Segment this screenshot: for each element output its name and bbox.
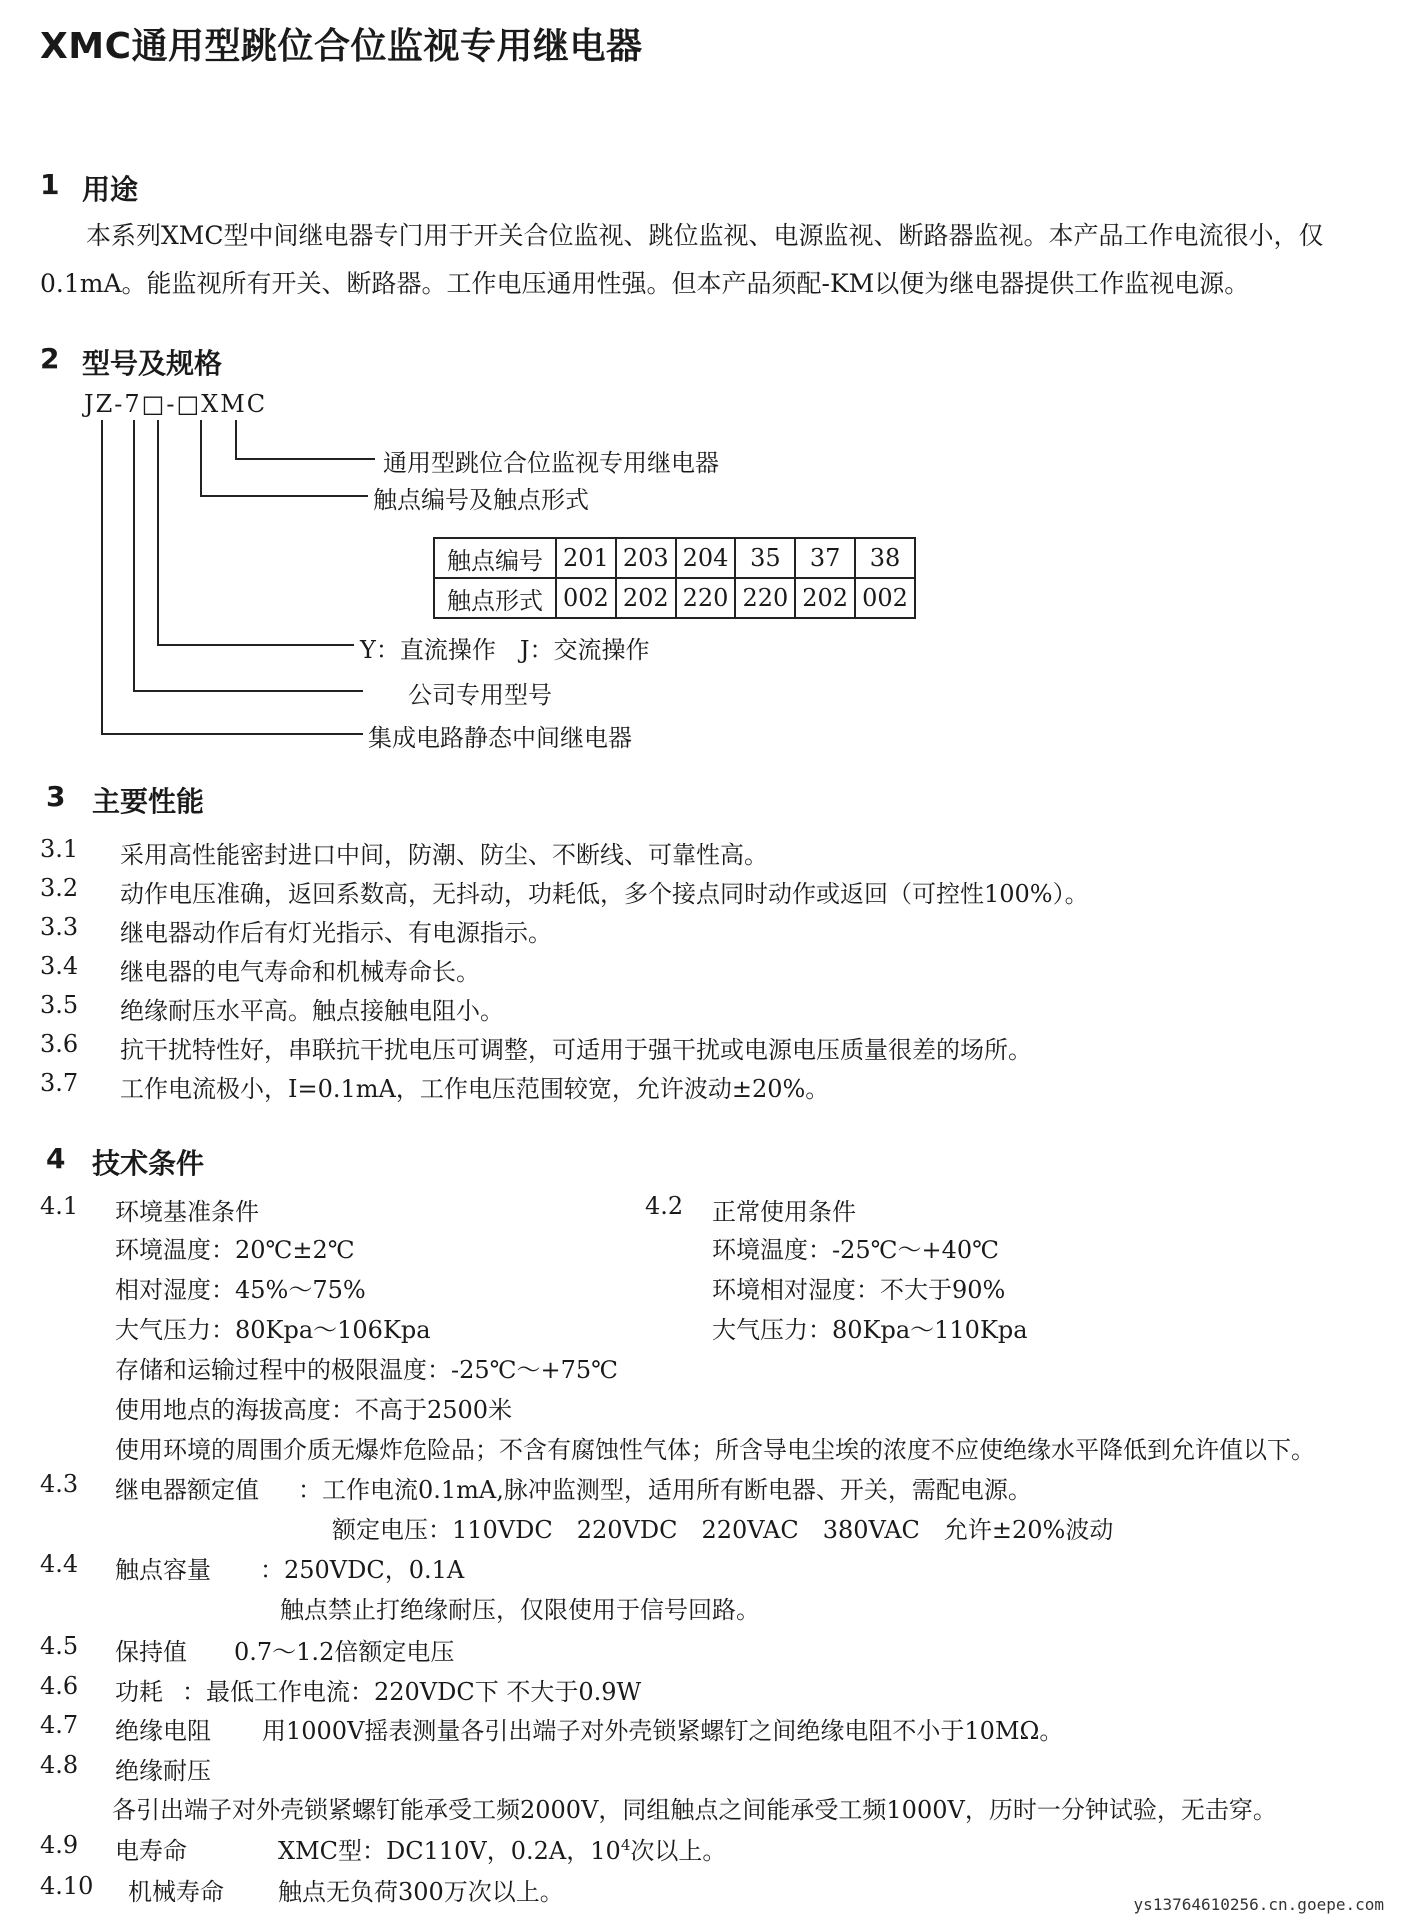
clause-4-9-label: 电寿命 (115, 1837, 187, 1865)
table-cell: 203 (616, 538, 676, 578)
table-cell: 202 (616, 578, 676, 618)
clause-4-2-number: 4.2 (645, 1192, 684, 1220)
clause-4-1-number: 4.1 (40, 1192, 79, 1220)
clause-4-9-text (278, 1831, 726, 1866)
clause-4-3-number: 4.3 (40, 1470, 79, 1498)
clause-4-2-title: 正常使用条件 (712, 1198, 856, 1226)
clause-4-9-text-a: XMC型：DC110V，0.2A，10 (278, 1837, 621, 1865)
leader-line-1-h (235, 458, 375, 460)
clause-4-10-label: 机械寿命 (128, 1878, 224, 1906)
annotation-ic: 集成电路静态中间继电器 (368, 724, 632, 752)
leader-line-3-h (157, 644, 354, 646)
table-cell: 37 (795, 538, 855, 578)
list-item: 工作电流极小，I=0.1mA，工作电压范围较宽，允许波动±20%。 (120, 1075, 830, 1103)
model-code: JZ-7□-□XMC (84, 390, 268, 418)
table-cell: 002 (855, 578, 915, 618)
clause-4-9-text-b: 次以上。 (630, 1837, 727, 1865)
list-item: 继电器的电气寿命和机械寿命长。 (120, 958, 480, 986)
clause-4-2-pressure: 大气压力：80Kpa～110Kpa (712, 1316, 1028, 1344)
clause-4-9-exponent: 4 (620, 1836, 631, 1854)
annotation-contact: 触点编号及触点形式 (373, 486, 589, 514)
leader-line-5-v (101, 420, 103, 735)
section-2-number: 2 (40, 342, 60, 375)
leader-line-2-h (200, 495, 368, 497)
section-4-number: 4 (46, 1142, 66, 1175)
list-item-number: 3.5 (40, 991, 79, 1019)
clause-4-6-text: ：最低工作电流：220VDC下 不大于0.9W (182, 1678, 642, 1706)
annotation-company: 公司专用型号 (408, 681, 552, 709)
clause-4-5-text: 0.7～1.2倍额定电压 (234, 1638, 455, 1666)
clause-4-5-number: 4.5 (40, 1632, 79, 1660)
clause-4-1-temp: 环境温度：20℃±2℃ (115, 1236, 355, 1264)
clause-4-2-temp: 环境温度：-25℃～+40℃ (712, 1236, 999, 1264)
leader-line-4-h (133, 690, 363, 692)
section-1-number: 1 (40, 168, 60, 201)
clause-4-1-title: 环境基准条件 (115, 1198, 259, 1226)
leader-line-1-v (235, 420, 237, 460)
contact-table (433, 537, 916, 619)
clause-4-6-label: 功耗 (115, 1678, 163, 1706)
rated-voltage: 额定电压：110VDC 220VDC 220VAC 380VAC 允许±20%波动 (332, 1516, 1114, 1544)
section-3-number: 3 (46, 780, 66, 813)
list-item: 动作电压准确，返回系数高，无抖动，功耗低，多个接点同时动作或返回（可控性100%）。 (120, 880, 1089, 908)
clause-4-4-note: 触点禁止打绝缘耐压，仅限使用于信号回路。 (280, 1596, 760, 1624)
altitude: 使用地点的海拔高度：不高于2500米 (115, 1396, 513, 1424)
table-cell: 204 (676, 538, 736, 578)
clause-4-3-text: ：工作电流0.1mA,脉冲监测型，适用所有断电器、开关，需配电源。 (298, 1476, 1032, 1504)
clause-4-8-text: 各引出端子对外壳锁紧螺钉能承受工频2000V，同组触点之间能承受工频1000V，历时一分钟试验，无击穿。 (112, 1796, 1277, 1824)
leader-line-5-h (101, 733, 363, 735)
section-4-heading: 技术条件 (92, 1147, 205, 1180)
list-item-number: 3.6 (40, 1030, 79, 1058)
clause-4-2-humidity: 环境相对湿度：不大于90% (712, 1276, 1006, 1304)
section-1-heading: 用途 (82, 173, 139, 206)
environment-medium: 使用环境的周围介质无爆炸危险品；不含有腐蚀性气体；所含导电尘埃的浓度不应使绝缘水平降低到允许值以下。 (115, 1436, 1315, 1464)
list-item-number: 3.7 (40, 1069, 79, 1097)
contact-form-row (434, 578, 915, 618)
clause-4-1-humidity: 相对湿度：45%～75% (115, 1276, 366, 1304)
watermark-url: ys13764610256.cn.goepe.com (1133, 1895, 1384, 1914)
list-item-number: 3.3 (40, 913, 79, 941)
clause-4-9-number: 4.9 (40, 1831, 79, 1859)
section-1-paragraph: 本系列XMC型中间继电器专门用于开关合位监视、跳位监视、电源监视、断路器监视。本产品工作电流很小，仅0.1mA。能监视所有开关、断路器。工作电压通用性强。但本产品须配-KM以便为继电器提供工作监视电源。 (40, 221, 1324, 298)
list-item: 抗干扰特性好，串联抗干扰电压可调整，可适用于强干扰或电源电压质量很差的场所。 (120, 1036, 1032, 1064)
leader-line-3-v (157, 420, 159, 646)
storage-temperature: 存储和运输过程中的极限温度：-25℃～+75℃ (115, 1356, 618, 1384)
list-item: 采用高性能密封进口中间，防潮、防尘、不断线、可靠性高。 (120, 841, 768, 869)
table-row-label: 触点形式 (434, 578, 556, 618)
clause-4-8-label: 绝缘耐压 (115, 1757, 211, 1785)
clause-4-7-label: 绝缘电阻 (115, 1717, 211, 1745)
clause-4-4-number: 4.4 (40, 1550, 79, 1578)
list-item-number: 3.2 (40, 874, 79, 902)
clause-4-6-number: 4.6 (40, 1672, 79, 1700)
table-row-label: 触点编号 (434, 538, 556, 578)
contact-number-row (434, 538, 915, 578)
table-cell: 202 (795, 578, 855, 618)
clause-4-8-number: 4.8 (40, 1751, 79, 1779)
list-item-number: 3.4 (40, 952, 79, 980)
table-cell: 220 (676, 578, 736, 618)
annotation-series: 通用型跳位合位监视专用继电器 (383, 449, 719, 477)
leader-line-4-v (133, 420, 135, 692)
clause-4-10-text: 触点无负荷300万次以上。 (278, 1878, 564, 1906)
list-item-number: 3.1 (40, 835, 79, 863)
table-cell: 35 (735, 538, 795, 578)
table-cell: 220 (735, 578, 795, 618)
clause-4-7-number: 4.7 (40, 1711, 79, 1739)
clause-4-1-pressure: 大气压力：80Kpa～106Kpa (115, 1316, 431, 1344)
table-cell: 002 (556, 578, 616, 618)
clause-4-3-label: 继电器额定值 (115, 1476, 259, 1504)
clause-4-4-text: ：250VDC，0.1A (260, 1556, 465, 1584)
list-item: 继电器动作后有灯光指示、有电源指示。 (120, 919, 552, 947)
clause-4-4-label: 触点容量 (115, 1556, 211, 1584)
section-3-heading: 主要性能 (92, 785, 205, 818)
annotation-operation: Y：直流操作 J：交流操作 (360, 636, 650, 664)
page-title: XMC通用型跳位合位监视专用继电器 (40, 26, 643, 67)
table-cell: 38 (855, 538, 915, 578)
leader-line-2-v (200, 420, 202, 497)
section-2-heading: 型号及规格 (82, 347, 223, 380)
clause-4-5-label: 保持值 (115, 1638, 187, 1666)
table-cell: 201 (556, 538, 616, 578)
clause-4-10-number: 4.10 (40, 1872, 94, 1900)
list-item: 绝缘耐压水平高。触点接触电阻小。 (120, 997, 504, 1025)
clause-4-7-text: 用1000V摇表测量各引出端子对外壳锁紧螺钉之间绝缘电阻不小于10MΩ。 (262, 1717, 1064, 1745)
